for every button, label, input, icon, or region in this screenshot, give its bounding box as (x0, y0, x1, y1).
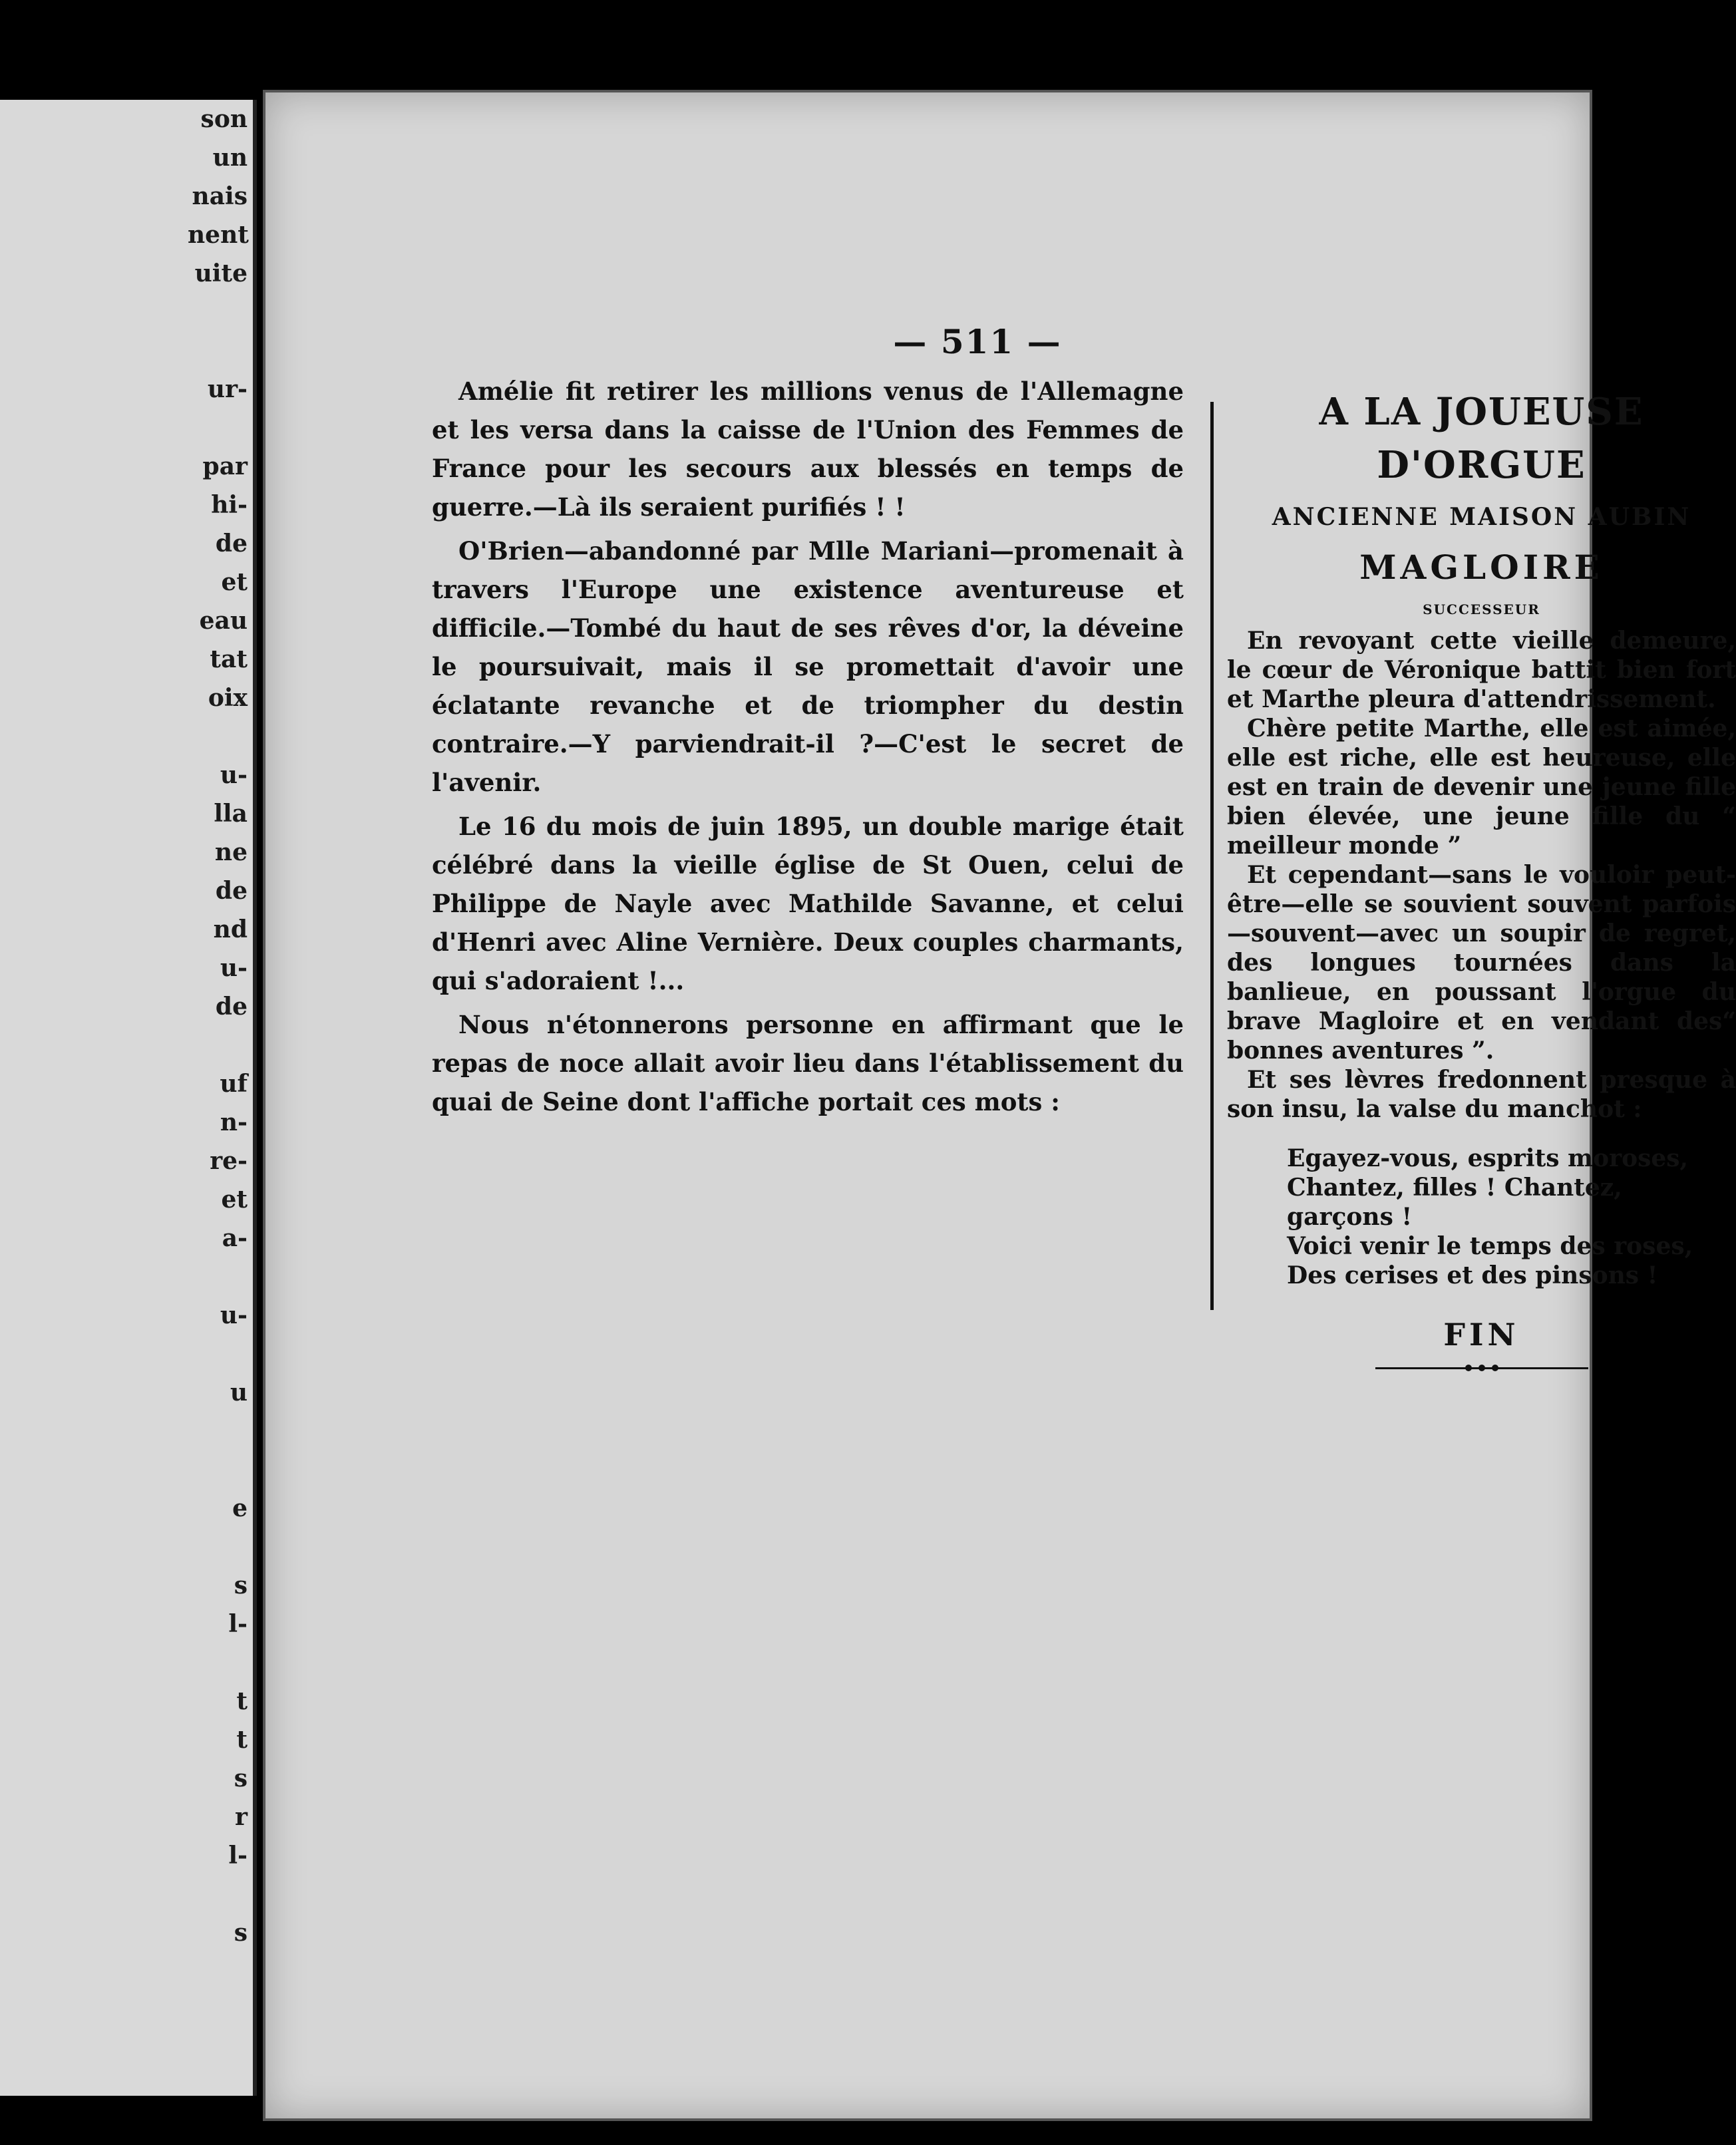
sign-name: MAGLOIRE (1359, 548, 1604, 587)
paragraph: Amélie fit retirer les millions venus de l'Allemagne et les versa dans la caisse de l'Union des Femmes de France pour les secours aux blessés en temps de guerre.—Là ils seraient purifiés ! ! (432, 377, 1184, 522)
fragment-line (188, 1450, 248, 1489)
fragment-line: oix (208, 684, 248, 712)
fragment-line: u- (220, 761, 248, 789)
sign-successor: SUCCESSEUR (1423, 601, 1540, 617)
column-rule (1210, 402, 1214, 1310)
fragment-line: ne (214, 838, 248, 866)
fragment-line: s (234, 1764, 248, 1792)
verse-line: Voici venir le temps des roses, (1287, 1232, 1693, 1260)
ornament-dot (1465, 1365, 1472, 1371)
fragment-line: et (221, 568, 248, 596)
fragment-line (188, 717, 248, 756)
fragment-line: et (221, 1186, 248, 1214)
fragment-line: a- (222, 1224, 248, 1252)
fragment-line: s (234, 1919, 248, 1947)
fragment-line (188, 1528, 248, 1566)
fragment-line (188, 1412, 248, 1450)
ornament-dot (1492, 1365, 1498, 1371)
fragment-line (188, 331, 248, 370)
verse-line: Chantez, filles ! Chantez, garçons ! (1287, 1174, 1622, 1231)
fragment-line: son (200, 105, 248, 133)
fragment-line (188, 1643, 248, 1682)
right-column (1227, 385, 1736, 1371)
fragment-line: s (234, 1571, 248, 1599)
fragment-line: de (215, 877, 248, 905)
fragment-line (188, 1335, 248, 1373)
fragment-line: de (215, 530, 248, 558)
ornament-dot (1478, 1365, 1485, 1371)
fragment-line: de (215, 993, 248, 1021)
facing-page (0, 100, 257, 2096)
fragment-line: re- (210, 1147, 248, 1175)
fragment-line: nais (192, 182, 248, 210)
sign-subtitle: ANCIENNE MAISON AUBIN (1272, 503, 1691, 531)
page-number: — 511 — (893, 322, 1062, 361)
fragment-line: hi- (211, 491, 248, 519)
fragment-line: uite (194, 259, 248, 287)
fragment-line (188, 1026, 248, 1065)
song-verse (1287, 1144, 1736, 1290)
sign-title: A LA JOUEUSE D'ORGUE (1319, 390, 1644, 487)
paragraph: Et cependant—sans le vouloir peut-être—elle se souvient souvent parfois—souvent—avec un soupir de regret, des longues tournées dans la banlieue, en poussant l'orgue du brave Magloire et en vendant des“ bonnes aventures ”. (1227, 861, 1736, 1065)
paragraph: Et ses lèvres fredonnent presque à son insu, la valse du manchot : (1227, 1066, 1736, 1123)
verse-line: Egayez-vous, esprits moroses, (1287, 1144, 1689, 1172)
fragment-line: e (232, 1494, 248, 1522)
facing-page-fragment (188, 100, 253, 1952)
fragment-line (188, 1257, 248, 1296)
fragment-line (188, 1875, 248, 1913)
fragment-line: u (230, 1379, 248, 1406)
fragment-line: nd (213, 915, 248, 943)
paragraph: En revoyant cette vieille demeure, le cœur de Véronique battit bien fort et Marthe pleura d'attendrissement. (1227, 627, 1736, 713)
fragment-line (188, 293, 248, 331)
fragment-line: lla (214, 800, 248, 828)
fragment-line: nent (188, 221, 249, 249)
fragment-line: u- (220, 954, 248, 982)
fragment-line: t (236, 1726, 248, 1754)
fragment-line: r (235, 1803, 248, 1831)
ornament-rule (1375, 1365, 1588, 1371)
fragment-line: un (212, 144, 248, 172)
fragment-line: eau (199, 607, 248, 635)
fragment-line: l- (228, 1842, 248, 1870)
fragment-line: t (236, 1687, 248, 1715)
book-page (263, 90, 1736, 2121)
fragment-line (188, 409, 248, 447)
paragraph: Nous n'étonnerons personne en affirmant que le repas de noce allait avoir lieu dans l'établissement du quai de Seine dont l'affiche portait ces mots : (432, 1010, 1184, 1116)
fragment-line: u- (220, 1301, 248, 1329)
left-column (432, 372, 1184, 1126)
fragment-line: ur- (207, 375, 248, 403)
verse-line: Des cerises et des pinsons ! (1287, 1261, 1658, 1289)
fragment-line: n- (220, 1108, 248, 1136)
paragraph: O'Brien—abandonné par Mlle Mariani—promenait à travers l'Europe une existence aventureuse et difficile.—Tombé du haut de ses rêves d'or, la déveine le poursuivait, mais il se promettait d'avoir une éclatante revanche et de triompher du destin contraire.—Y parviendrait-il ?—C'est le secret de l'avenir. (432, 536, 1184, 797)
fragment-line: par (202, 452, 248, 480)
paragraph: Chère petite Marthe, elle est aimée, elle est riche, elle est heureuse, elle est en train de devenir une jeune fille bien élevée, une jeune fille du “ meilleur monde ” (1227, 715, 1736, 860)
fragment-line: tat (210, 645, 248, 673)
fragment-line: l- (228, 1610, 248, 1638)
fragment-line: uf (220, 1070, 248, 1098)
paragraph: Le 16 du mois de juin 1895, un double marige était célébré dans la vieille église de St Ouen, celui de Philippe de Nayle avec Mathilde Savanne, et celui d'Henri avec Aline Vernière. Deux couples charmants, qui s'adoraient !... (432, 812, 1184, 995)
end-marker: FIN (1443, 1317, 1520, 1353)
